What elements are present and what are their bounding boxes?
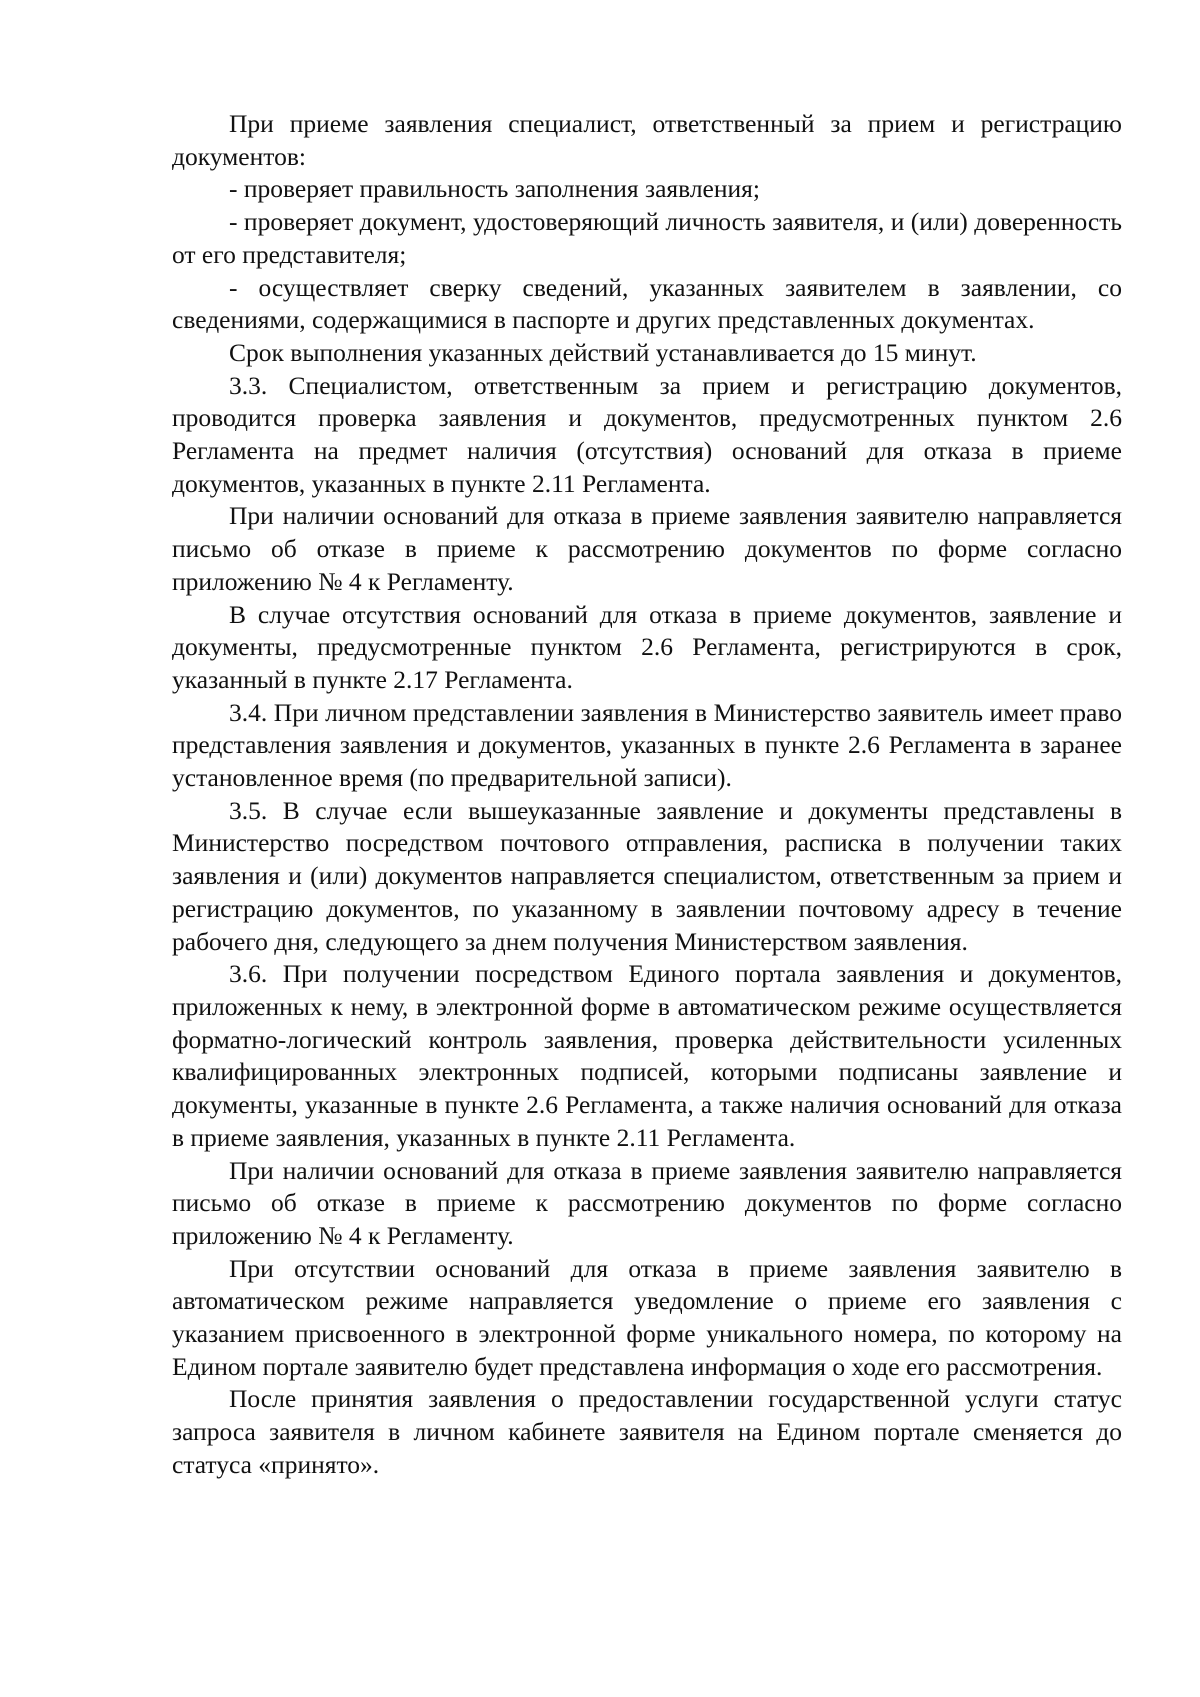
paragraph-check-form: - проверяет правильность заполнения заявления; [229, 174, 760, 204]
paragraph-time-limit: Срок выполнения указанных действий устанавливается до 15 минут. [229, 337, 977, 367]
paragraph-registration: В случае отсутствия оснований для отказа в приеме документов, заявление и документы, предусмотренные пунктом 2.6 Регламента, регистрируются в срок, указанный в пункте 2.17 Регламента. [172, 599, 1122, 694]
paragraph-refusal-letter-portal: При наличии оснований для отказа в приеме заявления заявителю направляется письмо об отказе в приеме к рассмотрению документов по форме согласно приложению № 4 к Регламенту. [172, 1155, 1122, 1250]
paragraph-refusal-letter: При наличии оснований для отказа в приеме заявления заявителю направляется письмо об отказе в приеме к рассмотрению документов по форме согласно приложению № 4 к Регламенту. [172, 501, 1122, 596]
paragraph-status-change: После принятия заявления о предоставлении государственной услуги статус запроса заявителя в личном кабинете заявителя на Едином портале сменяется до статуса «принято». [172, 1384, 1122, 1479]
paragraph-acceptance-notice: При отсутствии оснований для отказа в приеме заявления заявителю в автоматическом режиме направляется уведомление о приеме его заявления с указанием присвоенного в электронной форме уникального номера, по которому на Едином портале заявителю будет представлена информация о ходе его рассмотрения. [172, 1253, 1122, 1381]
paragraph-3-4: 3.4. При личном представлении заявления в Министерство заявитель имеет право представления заявления и документов, указанных в пункте 2.6 Регламента в заранее установленное время (по предварительной записи). [172, 697, 1122, 793]
document-page [172, 108, 1122, 1482]
paragraph-3-3: 3.3. Специалистом, ответственным за прием и регистрацию документов, проводится проверка заявления и документов, предусмотренных пунктом 2.6 Регламента на предмет наличия (отсутствия) оснований для отказа в приеме документов, указанных в пункте 2.11 Регламента. [172, 370, 1122, 498]
paragraph-3-6: 3.6. При получении посредством Единого портала заявления и документов, приложенных к нему, в электронной форме в автоматическом режиме осуществляется форматно-логический контроль заявления, проверка действительности усиленных квалифицированных электронных подписей, которыми подписаны заявление и документы, указанные в пункте 2.6 Регламента, а также наличия оснований для отказа в приеме заявления, указанных в пункте 2.11 Регламента. [172, 959, 1122, 1152]
paragraph-reconcile-data: - осуществляет сверку сведений, указанных заявителем в заявлении, со сведениями, содержащимися в паспорте и других представленных документах. [172, 272, 1122, 335]
paragraph-check-identity: - проверяет документ, удостоверяющий личность заявителя, и (или) доверенность от его представителя; [172, 207, 1122, 269]
paragraph-3-5: 3.5. В случае если вышеуказанные заявление и документы представлены в Министерство посредством почтового отправления, расписка в получении таких заявления и (или) документов направляется специалистом, ответственным за прием и регистрацию документов, по указанному в заявлении почтовому адресу в течение рабочего дня, следующего за днем получения Министерством заявления. [172, 795, 1122, 956]
paragraph-reception-check: При приеме заявления специалист, ответственный за прием и регистрацию документов: [172, 109, 1122, 171]
